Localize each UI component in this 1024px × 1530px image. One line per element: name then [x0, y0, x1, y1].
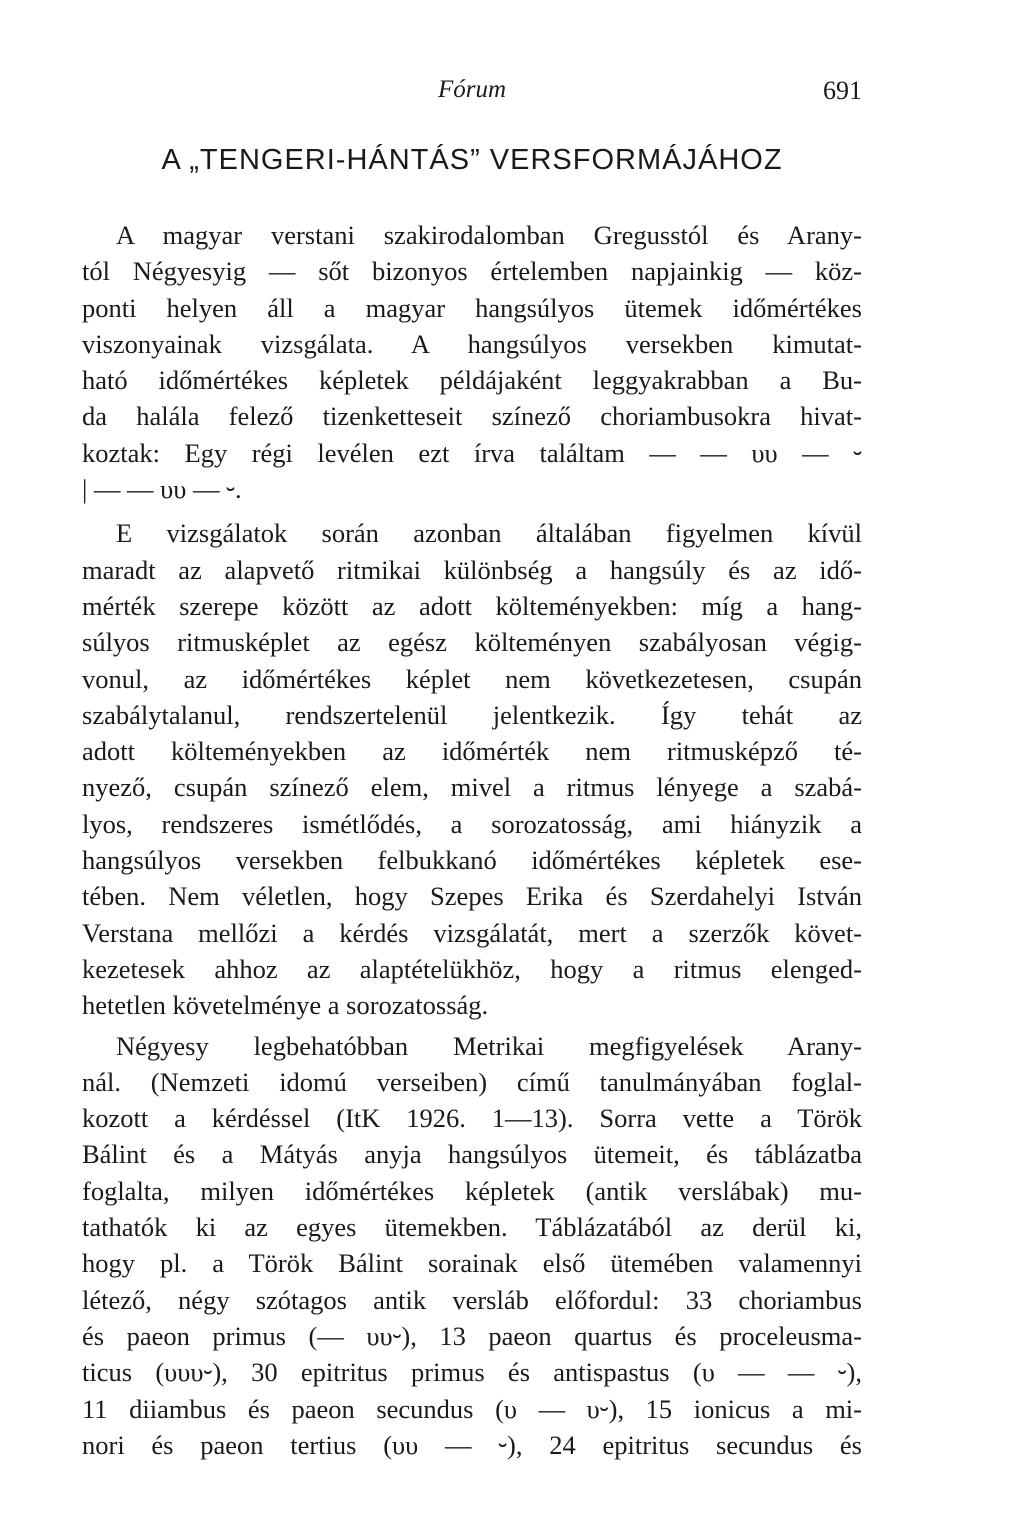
text-line: nál. (Nemzeti idomú verseiben) című tanulmányában foglal-: [82, 1066, 862, 1097]
text-line: 11 diiambus és paeon secundus (υ — υ⏑), 15 ionicus a mi-: [82, 1393, 862, 1424]
paragraph-3: [82, 1028, 862, 1464]
running-title: Fórum: [437, 76, 507, 103]
text-line: hetetlen követelménye a sorozatosság.: [82, 990, 489, 1021]
text-line: kezetesek ahhoz az alaptételükhöz, hogy a ritmus elenged-: [82, 953, 862, 984]
paragraph-2: [82, 515, 862, 1023]
text-line: adott költeményekben az időmérték nem ritmusképző té-: [82, 736, 862, 767]
text-line: mérték szerepe között az adott költeményekben: míg a hang-: [82, 590, 862, 621]
text-line: kozott a kérdéssel (ItK 1926. 1—13). Sorra vette a Török: [82, 1103, 862, 1134]
text-line: súlyos ritmusképlet az egész költeményen szabályosan végig-: [82, 627, 862, 658]
text-line: nori és paeon tertius (υυ — ⏑), 24 epitritus secundus és: [82, 1429, 862, 1460]
text-line: tathatók ki az egyes ütemekben. Táblázatából az derül ki,: [82, 1212, 862, 1243]
text-line: tól Négyesyig — sőt bizonyos értelemben napjainkig — köz-: [82, 256, 862, 287]
text-line: ponti helyen áll a magyar hangsúlyos ütemek időmértékes: [82, 292, 862, 323]
article-title: A „TENGERI-HÁNTÁS” VERSFORMÁJÁHOZ: [161, 144, 783, 176]
text-line: Bálint és a Mátyás anyja hangsúlyos ütemeit, és táblázatba: [82, 1139, 862, 1170]
text-line: szabálytalanul, rendszertelenül jelentkezik. Így tehát az: [82, 699, 862, 730]
text-line: vonul, az időmértékes képlet nem következetesen, csupán: [82, 663, 862, 694]
page-number: 691: [823, 76, 862, 105]
text-line: ticus (υυυ⏑), 30 epitritus primus és antispastus (υ — — ⏑),: [82, 1357, 862, 1388]
text-line: hogy pl. a Török Bálint sorainak első ütemében valamennyi: [82, 1248, 862, 1279]
running-head: [82, 72, 862, 116]
text-line: foglalta, milyen időmértékes képletek (antik verslábak) mu-: [82, 1175, 862, 1206]
text-line: da halála felező tizenketteseit színező choriambusokra hivat-: [82, 401, 862, 432]
text-line: ható időmértékes képletek példájaként leggyakrabban a Bu-: [82, 365, 862, 396]
paragraph-1: [82, 217, 862, 507]
text-line: és paeon primus (— υυ⏑), 13 paeon quartus és proceleusma-: [82, 1320, 862, 1351]
text-line: Négyesy legbehatóbban Metrikai megfigyelések Arany-: [116, 1030, 862, 1061]
text-line: tében. Nem véletlen, hogy Szepes Erika és Szerdahelyi István: [82, 881, 862, 912]
text-line: viszonyainak vizsgálata. A hangsúlyos versekben kimutat-: [82, 328, 862, 359]
text-line: Verstana mellőzi a kérdés vizsgálatát, mert a szerzők követ-: [82, 917, 862, 948]
text-line: hangsúlyos versekben felbukkanó időmértékes képletek ese-: [82, 845, 862, 876]
paragraph-1-text: [82, 217, 862, 507]
text-line: maradt az alapvető ritmikai különbség a hangsúly és az idő-: [82, 554, 862, 585]
text-line: nyező, csupán színező elem, mivel a ritmus lényege a szabá-: [82, 772, 862, 803]
text-line: A magyar verstani szakirodalomban Gregusstól és Arany-: [116, 220, 862, 250]
page: [82, 72, 862, 1463]
text-line: E vizsgálatok során azonban általában figyelmen kívül: [116, 518, 862, 549]
text-line: | — — υυ — ⏑.: [82, 474, 242, 505]
text-line: koztak: Egy régi levélen ezt írva találtam — — υυ — ⏑: [82, 437, 862, 468]
text-line: lyos, rendszeres ismétlődés, a sorozatosság, ami hiányzik a: [82, 808, 862, 839]
text-line: létező, négy szótagos antik versláb előfordul: 33 choriambus: [82, 1284, 862, 1315]
